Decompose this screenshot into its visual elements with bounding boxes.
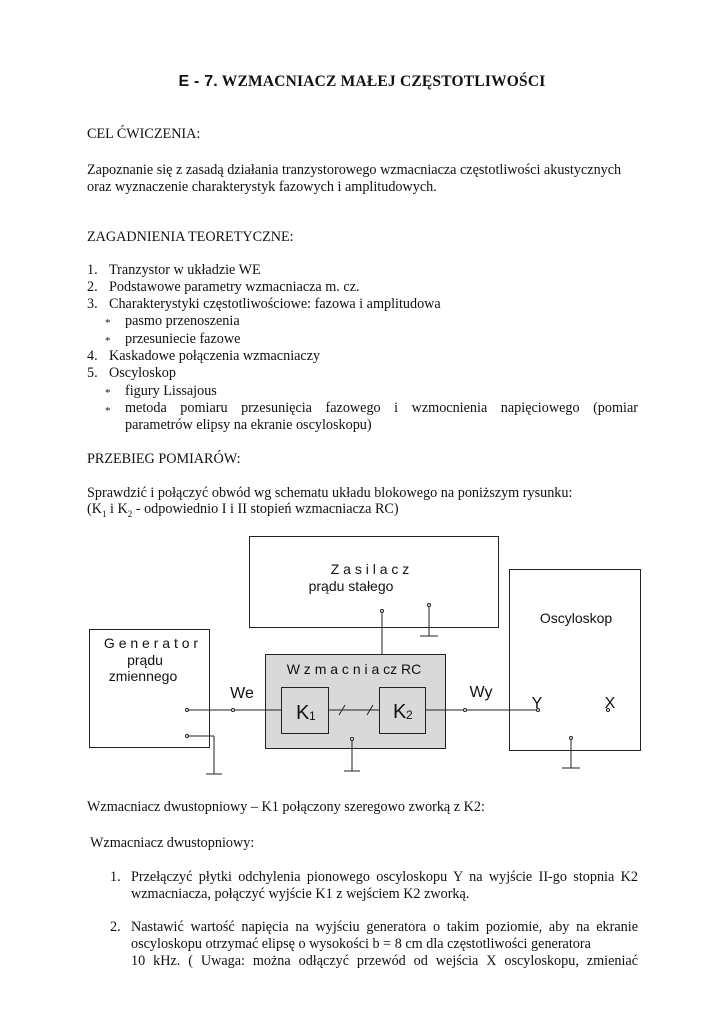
- wy-label: Wy: [469, 684, 493, 701]
- x-input-label: X: [604, 695, 616, 712]
- theory-heading: ZAGADNIENIA TEORETYCZNE:: [87, 229, 294, 245]
- svg-text:K: K: [393, 701, 407, 723]
- zasilacz-label: Z a s i l a c z: [330, 561, 410, 577]
- after-line-2: Wzmacniacz dwustopniowy:: [90, 835, 255, 851]
- svg-text:K: K: [296, 702, 310, 724]
- goal-heading: CEL ĆWICZENIA:: [87, 126, 201, 142]
- goal-line-2: oraz wyznaczenie charakterystyk fazowych i amplitudowych.: [87, 179, 437, 195]
- generator-sublabel-1: prądu: [127, 652, 163, 668]
- amplifier-label: W z m a c n i a cz RC: [286, 661, 422, 677]
- svg-text:2: 2: [406, 708, 413, 722]
- theory-subitem-metoda-cont: parametrów elipsy na ekranie oscyloskopu): [125, 417, 372, 433]
- exercise-title: WZMACNIACZ MAŁEJ CZĘSTOTLIWOŚCI: [221, 73, 546, 90]
- y-input-label: Y: [531, 695, 543, 712]
- we-label: We: [230, 685, 254, 702]
- procedure-line-1: Sprawdzić i połączyć obwód wg schematu układu blokowego na poniższym rysunku:: [87, 485, 573, 501]
- procedure-heading: PRZEBIEG POMIARÓW:: [87, 451, 241, 467]
- oscyloskop-label: Oscyloskop: [539, 610, 613, 626]
- after-line-1: Wzmacniacz dwustopniowy – K1 połączony szeregowo zworką z K2:: [87, 799, 485, 815]
- oscyloskop-box: [510, 570, 641, 751]
- exercise-code: E - 7.: [178, 73, 218, 90]
- svg-text:1: 1: [309, 709, 316, 723]
- procedure-line-2: ($K_1$ i $K_2$ - odpowiednio I i II stopień wzmacniacza RC): [87, 501, 399, 519]
- zasilacz-sublabel: prądu stałego: [308, 578, 394, 594]
- generator-label: G e n e r a t o r: [103, 635, 199, 651]
- goal-line-1: Zapoznanie się z zasadą działania tranzystorowego wzmacniacza częstotliwości akustycznych: [87, 162, 622, 178]
- generator-sublabel-2: zmiennego: [108, 668, 178, 684]
